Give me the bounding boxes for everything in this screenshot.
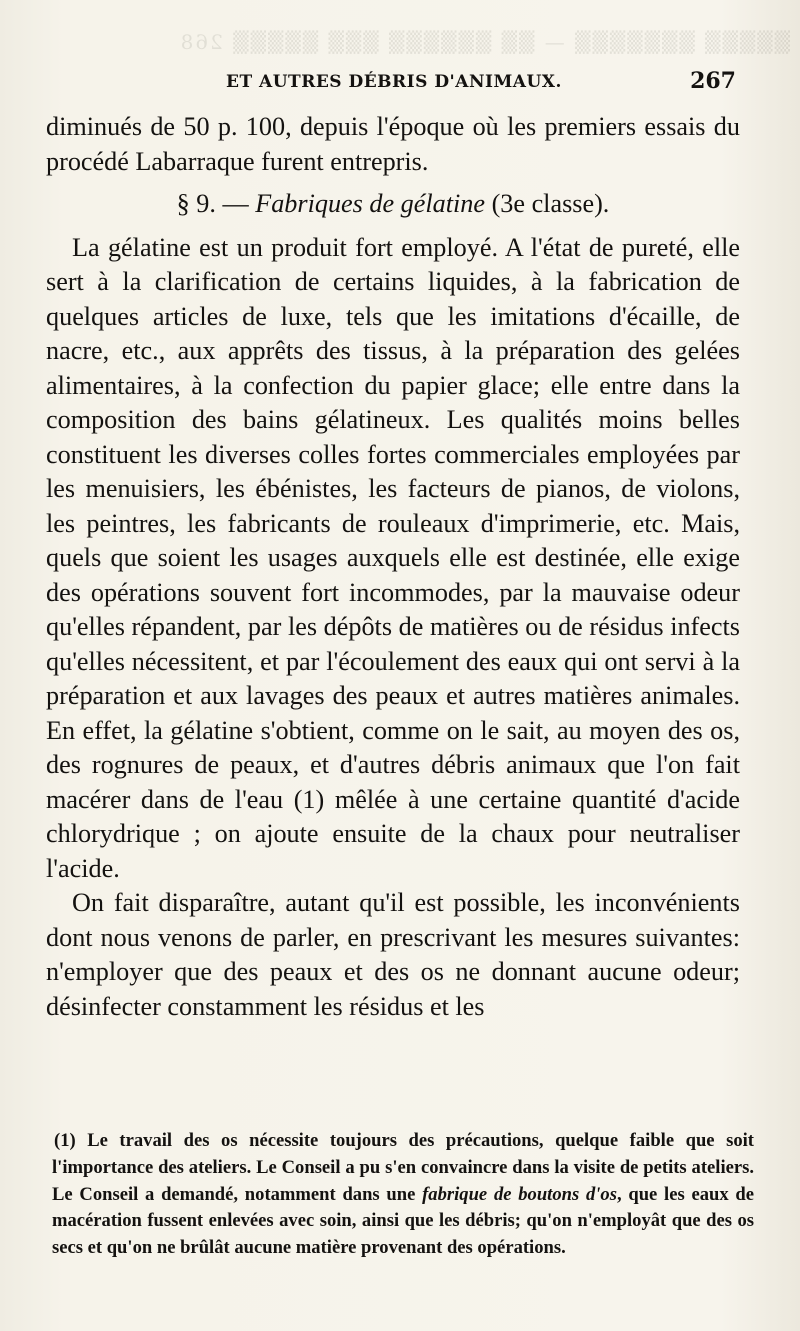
paragraph: La gélatine est un produit fort employé. A l'état de pureté, elle sert à la clarification de certains liquides, à la fabrication de quelques articles de luxe, tels que les imitations d'écaille, de nacre, etc., aux apprêts des tissus, à la préparation des gelées alimentaires, à la confection du papier glace; elle entre dans la composition des bains gélatineux. Les qualités moins belles constituent les diverses colles fortes commerciales employées par les menuisiers, les ébénistes, les facteurs de pianos, de violons, les peintres, les fabricants de rouleaux d'imprimerie, etc. Mais, quels que soient les usages auxquels elle est destinée, elle exige des opérations souvent fort incommodes, par la mauvaise odeur qu'elles répandent, par les dépôts de matières ou de résidus infects qu'elles nécessitent, et par l'écoulement des eaux qui ont servi à la préparation et aux lavages des peaux et autres matières animales. En effet, la gélatine s'obtient, comme on le sait, au moyen des os, des rognures de peaux, et d'autres débris animaux que l'on fait macérer dans de l'eau (1) mêlée à une certaine quantité d'acide chlorydrique ; on ajoute ensuite de la chaux pour neutraliser l'acide. [46, 232, 740, 883]
body-text [46, 110, 740, 1024]
running-head: ET AUTRES DÉBRIS D'ANIMAUX. [226, 72, 562, 92]
section-heading-class: (3e classe). [491, 189, 610, 218]
paragraph: On fait disparaître, autant qu'il est possible, les inconvénients dont nous venons de parler, en prescrivant les mesures suivantes: n'employer que des peaux et des os ne donnant aucune odeur; désinfecter constamment les résidus et les [46, 888, 740, 1021]
bleed-through-text: ▒▒▒▒▒ ▒▒▒▒▒▒▒ — ▒▒ ▒▒▒▒▒▒ ▒▒▒ ▒▒▒▒▒ 268 [178, 30, 790, 54]
section-heading [46, 187, 740, 222]
page-header [46, 66, 736, 106]
footnote [52, 1128, 754, 1262]
section-heading-prefix: § 9. — [176, 189, 256, 218]
section-heading-title: Fabriques de gélatine [255, 189, 486, 218]
footnote-part: (1) Le travail des os nécessite toujours des précautions, quelque faible que soit l'importance des ateliers. Le Conseil a pu s'en convaincre dans la visite de petits ateliers. Le Conseil a demandé, notamment dans une [52, 1130, 754, 1205]
paragraph-continuation: diminués de 50 p. 100, depuis l'époque où les premiers essais du procédé Labarraque furent entrepris. [46, 112, 740, 176]
footnote-part: , que les eaux de macération fussent enlevées avec soin, ainsi que les débris; qu'on n'employât que des os secs et qu'on ne brûlât aucune matière provenant des opérations. [52, 1183, 754, 1259]
footnote-italic: fabrique de boutons d'os [422, 1183, 617, 1205]
page-number: 267 [690, 68, 736, 94]
footnote-text [52, 1128, 754, 1262]
